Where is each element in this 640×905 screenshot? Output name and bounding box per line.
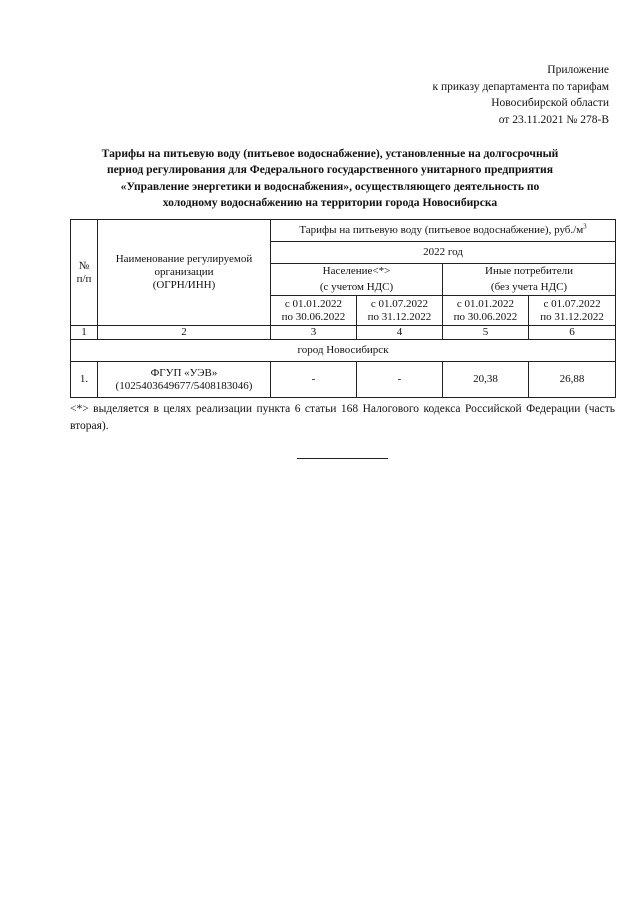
period-header: с 01.01.2022 по 30.06.2022 bbox=[443, 296, 529, 326]
table-row bbox=[71, 362, 616, 398]
col-num-header: № п/п bbox=[71, 220, 98, 326]
population-header: Население<*> (с учетом НДС) bbox=[271, 264, 443, 296]
col-org-header: Наименование регулируемой организации (ОГРН/ИНН) bbox=[98, 220, 271, 326]
title-line: период регулирования для Федерального государственного унитарного предприятия bbox=[106, 163, 554, 177]
appendix-line: Приложение bbox=[547, 64, 609, 76]
other-consumers-header: Иные потребители (без учета НДС) bbox=[443, 264, 616, 296]
appendix-line: Новосибирской области bbox=[491, 97, 609, 110]
period-header: с 01.07.2022 по 31.12.2022 bbox=[529, 296, 616, 326]
tariff-value: - bbox=[271, 362, 357, 398]
period-header: с 01.07.2022 по 31.12.2022 bbox=[357, 296, 443, 326]
appendix-line: от 23.11.2021 № 278-В bbox=[498, 113, 609, 126]
end-divider bbox=[297, 458, 388, 459]
table-header-row bbox=[71, 220, 616, 242]
column-number: 5 bbox=[443, 326, 529, 340]
appendix-block bbox=[432, 62, 609, 128]
column-number: 1 bbox=[71, 326, 98, 340]
tariff-table bbox=[70, 219, 616, 398]
column-number-row bbox=[71, 326, 616, 340]
column-number: 3 bbox=[271, 326, 357, 340]
title-line: холодному водоснабжению на территории города Новосибирска bbox=[162, 195, 498, 209]
tariff-value: 20,38 bbox=[443, 362, 529, 398]
title-line: «Управление энергетики и водоснабжения», осуществляющего деятельность по bbox=[120, 179, 540, 193]
organization-name: ФГУП «УЭВ» (1025403649677/5408183046) bbox=[98, 362, 271, 398]
column-number: 6 bbox=[529, 326, 616, 340]
tariff-value: - bbox=[357, 362, 443, 398]
document-title bbox=[60, 146, 600, 211]
tariff-header: Тарифы на питьевую воду (питьевое водоснабжение), $руб./м^3$ bbox=[271, 220, 616, 242]
unit-superscript: 3 bbox=[583, 222, 587, 231]
row-number: 1. bbox=[71, 362, 98, 398]
city-name: город Новосибирск bbox=[71, 340, 616, 362]
title-line: Тарифы на питьевую воду (питьевое водоснабжение), установленные на долгосрочный bbox=[101, 147, 559, 160]
city-row bbox=[71, 340, 616, 362]
tariff-value: 26,88 bbox=[529, 362, 616, 398]
footnote: <*> выделяется в целях реализации пункта 6 статьи 168 Налогового кодекса Российской Федерации (часть вторая). bbox=[70, 403, 615, 432]
year-header: 2022 год bbox=[271, 242, 616, 264]
period-header: с 01.01.2022 по 30.06.2022 bbox=[271, 296, 357, 326]
column-number: 4 bbox=[357, 326, 443, 340]
column-number: 2 bbox=[98, 326, 271, 340]
appendix-line: к приказу департамента по тарифам bbox=[432, 80, 609, 93]
